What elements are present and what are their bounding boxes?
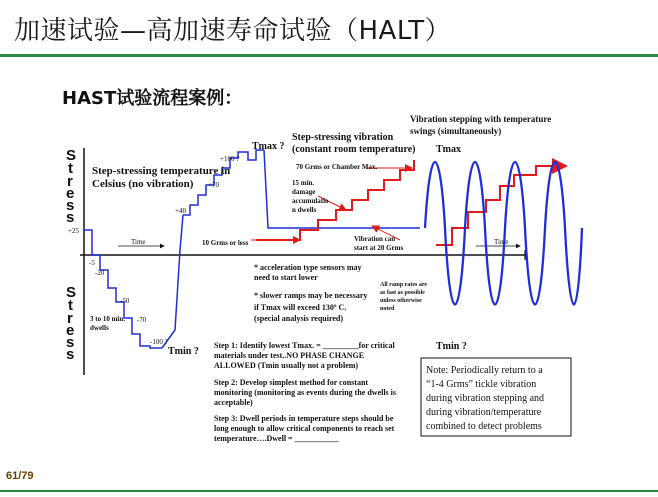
page-title: 加速试验—高加速寿命试验（HALT） (14, 16, 452, 46)
vib-start-label-1: Vibration can (354, 235, 396, 243)
ramp-note-4: noted (380, 306, 395, 312)
tick-minus5: -5 (89, 259, 95, 267)
step2-line3: acceptable) (214, 398, 253, 407)
svg-text:s: s (66, 334, 75, 351)
svg-text:e: e (66, 185, 75, 202)
time-label-left: Time (131, 238, 146, 246)
stress-label-upper (66, 147, 76, 226)
temperature-return (264, 150, 420, 228)
svg-text:t: t (68, 297, 73, 314)
tmin-left-label: Tmin ? (168, 346, 199, 357)
note-line-4: during vibration/temperature (426, 407, 542, 418)
step1-line1: Step 1: Identify lowest Tmax. = _________for critical (214, 341, 395, 350)
step1-line3: ALLOWED (Tmin usually not a problem) (214, 361, 359, 370)
vib-section-label-1: Step-stressing vibration (292, 132, 394, 143)
accel-note-1: * acceleration type sensors may (254, 263, 362, 272)
tmax-right-label: Tmax (436, 144, 461, 155)
section-subtitle: HAST试验流程案例： (62, 88, 243, 109)
step2-line2: monitoring (monitoring as events during the dwells is (214, 388, 397, 397)
svg-text:S: S (66, 284, 77, 301)
combined-label-2: swings (simultaneously) (410, 126, 502, 136)
step3-line2: long enough to allow critical components to reach set (214, 424, 395, 433)
time-label-right: Time (494, 238, 509, 246)
tick-plus70: +70 (208, 181, 219, 189)
tick-plus100: +100 ? (220, 155, 240, 163)
tick-minus70: -70 (137, 316, 147, 324)
combined-temperature-swings (425, 162, 582, 305)
svg-text:e: e (66, 322, 75, 339)
note-line-2: “1-4 Grms” tickle vibration (426, 379, 537, 390)
temp-section-label-2: Celsius (no vibration) (92, 178, 194, 190)
note-line-5: combined to detect problems (426, 421, 542, 432)
tmin-right-label: Tmin ? (436, 341, 467, 352)
ramp-note-2: as fast as possible (380, 290, 425, 296)
tick-minus20: -20 (95, 269, 105, 277)
vib-section-label-2: (constant room temperature) (292, 144, 416, 155)
step2-line1: Step 2: Develop simplest method for constant (214, 378, 369, 387)
vib-start-label-2: start at 20 Grms (354, 244, 404, 252)
vib-dwell-note-1: 15 min. (292, 179, 315, 187)
tmax-left-label: Tmax ? (252, 141, 285, 152)
temperature-ramp-up (162, 215, 183, 348)
svg-text:r: r (67, 173, 73, 190)
step3-line3: temperature….Dwell = ___________ (214, 434, 339, 443)
slow-note-1: * slower ramps may be necessary (254, 291, 368, 300)
svg-text:t: t (68, 160, 73, 177)
tick-minus50: -50 (120, 297, 130, 305)
dwell-note-1: 3 to 10 min. (90, 315, 125, 323)
stress-letter-s1: S (66, 147, 77, 164)
vib-dwell-note-4: n dwells (292, 206, 317, 214)
footer-divider (0, 490, 658, 492)
ramp-note-1: All ramp rates are (380, 282, 428, 288)
combined-label-1: Vibration stepping with temperature (410, 114, 552, 124)
svg-text:s: s (66, 209, 75, 226)
temp-section-label-1: Step-stressing temperature in (92, 165, 231, 177)
combined-vibration-steps (436, 166, 558, 245)
slow-note-3: (special analysis required) (254, 314, 344, 323)
note-line-3: during vibration stepping and (426, 393, 545, 404)
tick-minus100: -100 ? (150, 338, 168, 346)
page-number: 61/79 (6, 470, 34, 482)
svg-text:s: s (66, 197, 75, 214)
vib-dwell-note-2: damage (292, 188, 316, 196)
svg-text:r: r (67, 310, 73, 327)
step3-line1: Step 3: Dwell periods in temperature steps should be (214, 414, 394, 423)
stress-label-lower (66, 284, 76, 363)
vib-dwell-note-3: accumulatio (292, 197, 329, 205)
svg-text:s: s (66, 346, 75, 363)
slow-note-2: if Tmax will exceed 130º C. (254, 303, 347, 312)
dwell-note-2: dwells (90, 324, 109, 332)
tick-plus25: +25 (68, 227, 79, 235)
accel-note-2: need to start lower (254, 273, 318, 282)
tick-plus40: +40 (175, 207, 186, 215)
note-line-1: Note: Periodically return to a (426, 365, 543, 376)
ramp-note-3: unless otherwise (380, 298, 422, 304)
vib-70-label: 70 Grms or Chamber Max. (296, 163, 378, 171)
step1-line2: materials under test..NO PHASE CHANGE (214, 351, 365, 360)
vib-10-label: 10 Grms or less (202, 239, 249, 247)
